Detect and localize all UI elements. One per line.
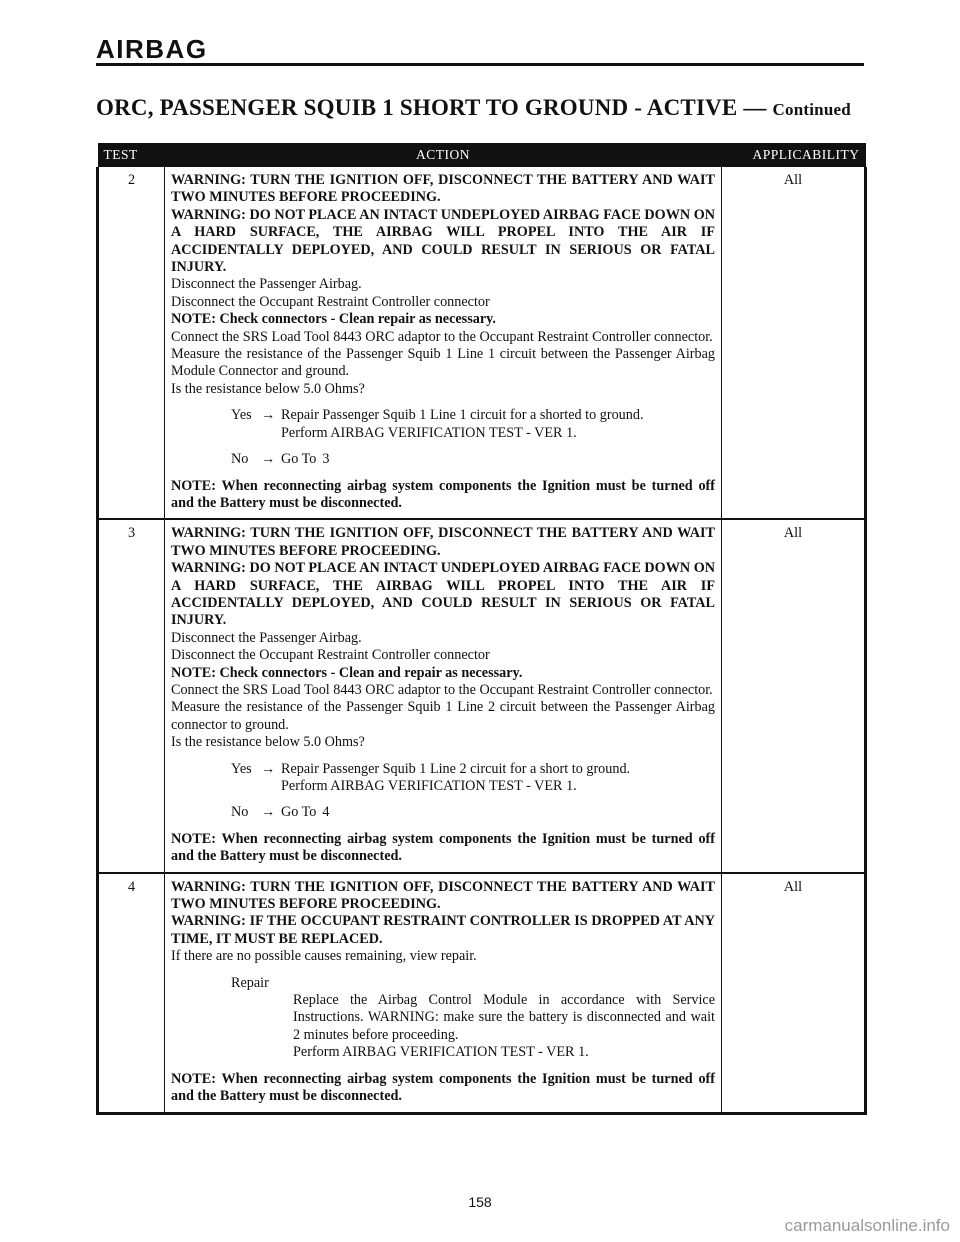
note-text: NOTE: Check connectors - Clean repair as necessary. [171,311,496,328]
repair-label: Repair [231,974,269,991]
yes-instruction [281,761,715,796]
no-instruction [281,804,715,821]
warning-text: WARNING: TURN THE IGNITION OFF, DISCONNECT THE BATTERY AND WAIT TWO MINUTES BEFORE PROCEEDING. [171,525,715,559]
arrow-right-icon: → [261,804,276,821]
test-question: Is the resistance below 5.0 Ohms? [171,734,365,751]
goto-text: Go To [281,804,317,821]
arrow-right-icon: → [261,407,276,424]
action-step: Measure the resistance of the Passenger Squib 1 Line 2 circuit between the Passenger Airbag connector to ground. [171,699,715,733]
test-number: 2 [98,167,165,519]
note-text: NOTE: When reconnecting airbag system components the Ignition must be turned off and the Battery must be disconnected. [171,477,715,511]
action-step: Disconnect the Occupant Restraint Controller connector [171,647,490,664]
yes-instruction [281,407,715,442]
page-number: 158 [468,1194,492,1210]
warning-text: WARNING: TURN THE IGNITION OFF, DISCONNECT THE BATTERY AND WAIT TWO MINUTES BEFORE PROCEEDING. [171,878,715,913]
action-step: Connect the SRS Load Tool 8443 ORC adaptor to the Occupant Restraint Controller connector. [171,328,713,345]
goto-step: 4 [322,804,330,821]
yes-label: Yes [231,407,252,424]
no-label: No [231,804,249,821]
warning-text: WARNING: DO NOT PLACE AN INTACT UNDEPLOYED AIRBAG FACE DOWN ON A HARD SURFACE, THE AIRBAG WILL PROPEL INTO THE AIR IF ACCIDENTALLY DEPLOYED, AND COULD RESULT IN SERIOUS OR FATAL INJURY. [171,560,715,629]
column-header-applicability: APPLICABILITY [722,143,866,167]
test-action [165,873,722,1113]
yes-branch [231,761,715,796]
repair-block [231,975,715,1062]
action-step: Disconnect the Passenger Airbag. [171,276,362,293]
note-text: NOTE: Check connectors - Clean and repair as necessary. [171,664,523,681]
repair-text: Perform AIRBAG VERIFICATION TEST - VER 1. [293,1044,589,1061]
test-row-2 [98,167,866,519]
table-header-row [98,143,866,167]
arrow-right-icon: → [261,760,276,777]
test-row-4 [98,873,866,1113]
test-number: 3 [98,519,165,872]
applicability-value: All [722,873,866,1113]
heading-text: ORC, PASSENGER SQUIB 1 SHORT TO GROUND - ACTIVE — [96,95,767,120]
yes-text: Perform AIRBAG VERIFICATION TEST - VER 1. [281,424,577,441]
column-header-test: TEST [98,143,165,167]
arrow-right-icon: → [261,451,276,468]
no-branch [231,451,715,468]
test-action [165,167,722,519]
warning-text: WARNING: DO NOT PLACE AN INTACT UNDEPLOYED AIRBAG FACE DOWN ON A HARD SURFACE, THE AIRBAG WILL PROPEL INTO THE AIR IF ACCIDENTALLY DEPLOYED, AND COULD RESULT IN SERIOUS OR FATAL INJURY. [171,206,715,276]
yes-text: Repair Passenger Squib 1 Line 1 circuit for a shorted to ground. [281,407,644,424]
action-step: Measure the resistance of the Passenger Squib 1 Line 1 circuit between the Passenger Airbag Module Connector and ground. [171,346,715,380]
yes-label: Yes [231,760,252,777]
procedure-table [96,143,867,1115]
yes-text: Perform AIRBAG VERIFICATION TEST - VER 1. [281,778,577,794]
test-question: Is the resistance below 5.0 Ohms? [171,380,365,397]
warning-text: WARNING: TURN THE IGNITION OFF, DISCONNECT THE BATTERY AND WAIT TWO MINUTES BEFORE PROCEEDING. [171,172,715,206]
continued-label: Continued [772,100,851,119]
note-text: NOTE: When reconnecting airbag system components the Ignition must be turned off and the Battery must be disconnected. [171,830,715,865]
no-instruction [281,451,715,468]
yes-text: Repair Passenger Squib 1 Line 2 circuit for a short to ground. [281,760,631,777]
applicability-value: All [722,519,866,872]
repair-text: Replace the Airbag Control Module in accordance with Service Instructions. WARNING: make sure the battery is disconnected and wait 2 minutes before proceeding. [293,992,715,1043]
goto-text: Go To [281,451,317,468]
note-text: NOTE: When reconnecting airbag system components the Ignition must be turned off and the Battery must be disconnected. [171,1070,715,1105]
action-step: If there are no possible causes remaining, view repair. [171,948,477,965]
no-label: No [231,451,249,468]
section-title: AIRBAG [96,34,208,64]
no-branch [231,804,715,821]
test-number: 4 [98,873,165,1113]
action-step: Connect the SRS Load Tool 8443 ORC adaptor to the Occupant Restraint Controller connector. [171,681,713,698]
yes-branch [231,407,715,442]
watermark: carmanualsonline.info [784,1216,950,1235]
goto-step: 3 [322,451,330,468]
header-rule [96,63,864,66]
test-action [165,519,722,872]
action-step: Disconnect the Passenger Airbag. [171,629,362,646]
applicability-value: All [722,167,866,519]
action-step: Disconnect the Occupant Restraint Controller connector [171,293,490,310]
warning-text: WARNING: IF THE OCCUPANT RESTRAINT CONTROLLER IS DROPPED AT ANY TIME, IT MUST BE REPLACED. [171,913,715,947]
column-header-action: ACTION [165,143,722,167]
test-row-3 [98,519,866,872]
page-heading [96,95,851,121]
repair-instruction [293,992,715,1062]
